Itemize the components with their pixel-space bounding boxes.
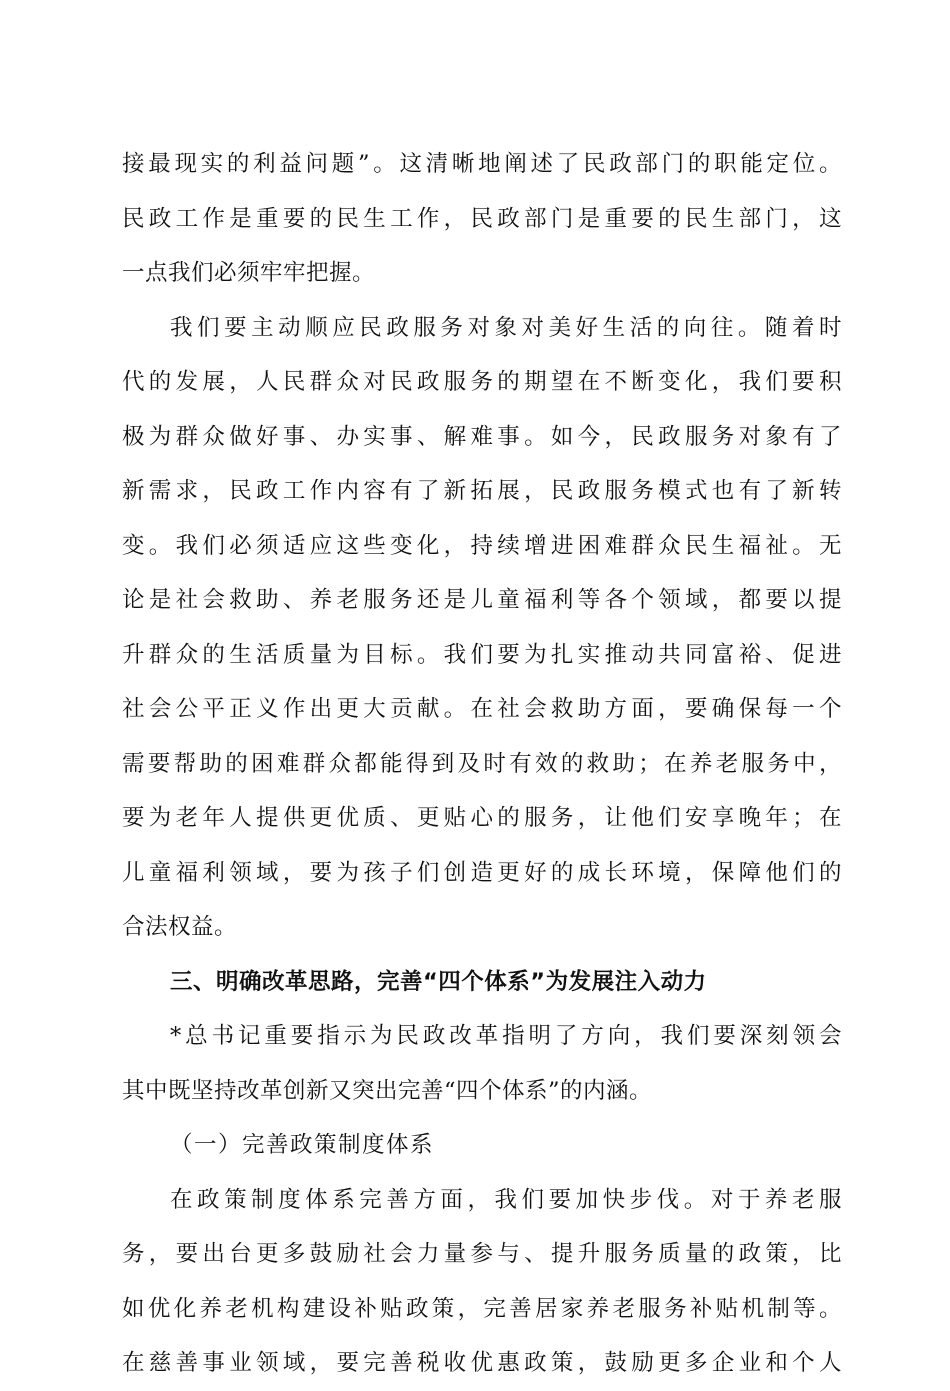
text-line: 代的发展，人民群众对民政服务的期望在不断变化，我们要积 xyxy=(122,369,842,395)
paragraph xyxy=(122,1173,842,1391)
text-line: 论是社会救助、养老服务还是儿童福利等各个领域，都要以提 xyxy=(122,587,842,613)
text-line: 新需求，民政工作内容有了新拓展，民政服务模式也有了新转 xyxy=(122,478,842,504)
text-line: 变。我们必须适应这些变化，持续增进困难群众民生福祉。无 xyxy=(122,532,842,559)
text-line: 社会公平正义作出更大贡献。在社会救助方面，要确保每一个 xyxy=(122,696,842,722)
paragraph xyxy=(122,301,842,955)
section-heading-text: 三、明确改革思路，完善“四个体系”为发展注入动力 xyxy=(170,968,707,995)
text-line: 接最现实的利益问题”。这清晰地阐述了民政部门的职能定位。 xyxy=(122,151,842,177)
subsection-heading-text: （一）完善政策制度体系 xyxy=(170,1132,435,1158)
text-line: 务，要出台更多鼓励社会力量参与、提升服务质量的政策，比 xyxy=(122,1241,842,1267)
section-heading xyxy=(122,955,842,1010)
text-line: 其中既坚持改革创新又突出完善“四个体系”的内涵。 xyxy=(122,1077,653,1104)
paragraph xyxy=(122,137,842,301)
text-line: 我们要主动顺应民政服务对象对美好生活的向往。随着时 xyxy=(170,314,842,341)
subsection-heading xyxy=(122,1118,842,1173)
text-line: 如优化养老机构建设补贴政策，完善居家养老服务补贴机制等。 xyxy=(122,1295,842,1322)
document-body xyxy=(122,137,842,1391)
text-line: *总书记重要指示为民政改革指明了方向，我们要深刻领会 xyxy=(170,1023,842,1049)
text-line: 在政策制度体系完善方面，我们要加快步伐。对于养老服 xyxy=(170,1186,842,1213)
text-line: 升群众的生活质量为目标。我们要为扎实推动共同富裕、促进 xyxy=(122,641,842,668)
text-line: 一点我们必须牢牢把握。 xyxy=(122,260,376,286)
text-line: 民政工作是重要的民生工作，民政部门是重要的民生部门，这 xyxy=(122,205,842,232)
text-line: 要为老年人提供更优质、更贴心的服务，让他们安享晚年；在 xyxy=(122,805,842,831)
text-line: 合法权益。 xyxy=(122,914,238,940)
text-line: 在慈善事业领域，要完善税收优惠政策，鼓励更多企业和个人 xyxy=(122,1350,842,1376)
text-line: 儿童福利领域，要为孩子们创造更好的成长环境，保障他们的 xyxy=(122,859,842,886)
paragraph xyxy=(122,1009,842,1118)
text-line: 极为群众做好事、办实事、解难事。如今，民政服务对象有了 xyxy=(122,423,842,450)
text-line: 需要帮助的困难群众都能得到及时有效的救助；在养老服务中， xyxy=(122,750,842,777)
